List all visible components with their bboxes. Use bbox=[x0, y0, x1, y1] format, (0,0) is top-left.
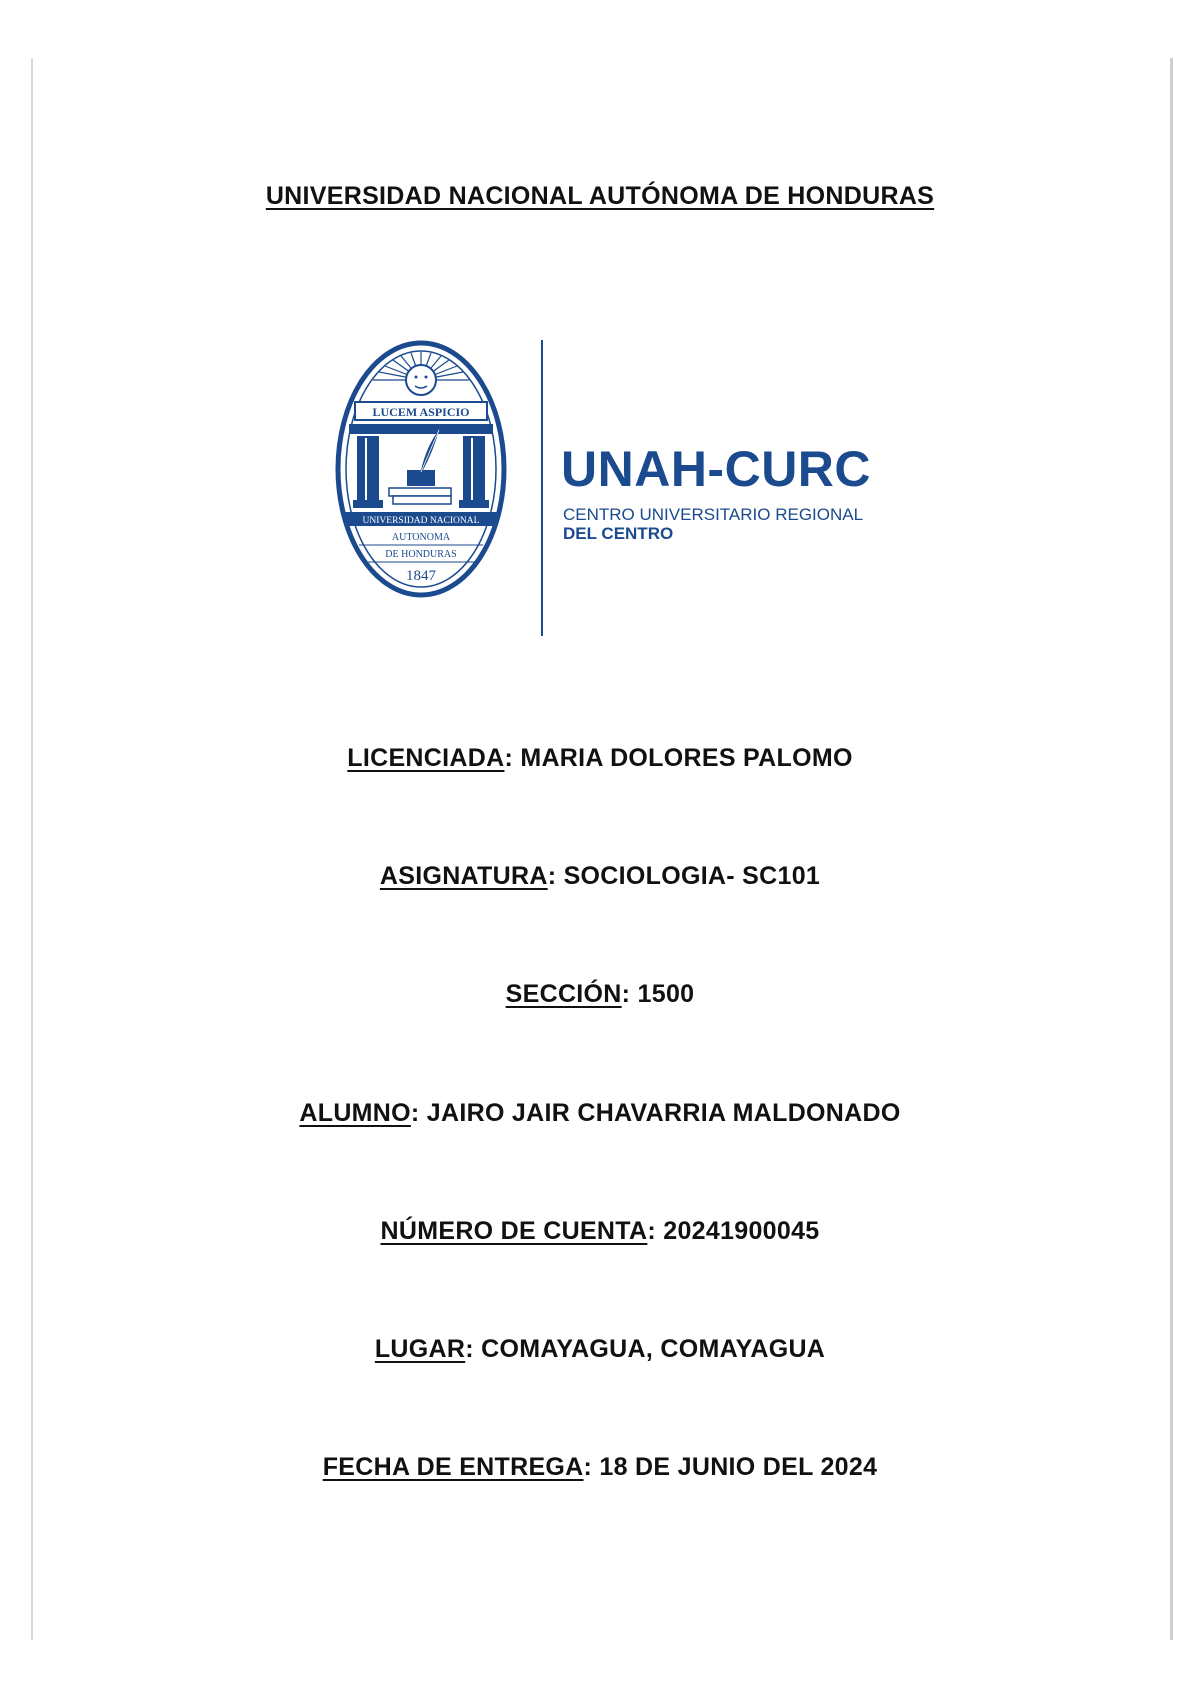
field-fecha-de-entrega bbox=[0, 1453, 1200, 1482]
field-lugar bbox=[0, 1335, 1200, 1364]
seal-motto: LUCEM ASPICIO bbox=[372, 405, 470, 419]
brand-subtitle-line1: CENTRO UNIVERSITARIO REGIONAL bbox=[563, 505, 864, 524]
field-separator: : bbox=[647, 1217, 664, 1245]
field-value: JAIRO JAIR CHAVARRIA MALDONADO bbox=[426, 1099, 901, 1127]
field-value: MARIA DOLORES PALOMO bbox=[520, 744, 853, 772]
field-label: FECHA DE ENTREGA bbox=[322, 1453, 584, 1481]
field-separator: : bbox=[547, 862, 564, 890]
field-licenciada bbox=[0, 744, 1200, 773]
field-label: LICENCIADA bbox=[347, 744, 505, 772]
field-asignatura bbox=[0, 862, 1200, 891]
field-alumno bbox=[0, 1099, 1200, 1128]
field-separator: : bbox=[504, 744, 521, 772]
field-numero-de-cuenta bbox=[0, 1217, 1200, 1246]
field-separator: : bbox=[465, 1335, 482, 1363]
field-value: SOCIOLOGIA- SC101 bbox=[563, 862, 821, 890]
field-label: ALUMNO bbox=[299, 1099, 411, 1127]
field-separator: : bbox=[583, 1453, 600, 1481]
field-seccion bbox=[0, 980, 1200, 1009]
seal-line2: AUTONOMA bbox=[391, 532, 451, 543]
university-title-text: UNIVERSIDAD NACIONAL AUTÓNOMA DE HONDURAS bbox=[265, 182, 935, 210]
field-label: LUGAR bbox=[374, 1335, 466, 1363]
field-value: COMAYAGUA, COMAYAGUA bbox=[481, 1335, 826, 1363]
field-label: NÚMERO DE CUENTA bbox=[380, 1217, 648, 1245]
university-seal-icon bbox=[335, 340, 507, 598]
field-value: 18 DE JUNIO DEL 2024 bbox=[599, 1453, 878, 1481]
seal-line3: DE HONDURAS bbox=[385, 549, 457, 560]
brand-name: UNAH-CURC bbox=[561, 441, 872, 497]
brand-subtitle-line2: DEL CENTRO bbox=[563, 524, 674, 543]
seal-year: 1847 bbox=[406, 568, 436, 584]
university-title bbox=[0, 182, 1200, 211]
unah-curc-logo bbox=[335, 340, 895, 640]
page-border-left bbox=[31, 58, 33, 1640]
field-label: ASIGNATURA bbox=[379, 862, 548, 890]
page-border-right bbox=[1170, 58, 1173, 1640]
logo-divider bbox=[541, 340, 543, 636]
field-label: SECCIÓN bbox=[505, 980, 622, 1008]
field-value: 20241900045 bbox=[663, 1217, 820, 1245]
seal-line1: UNIVERSIDAD NACIONAL bbox=[362, 516, 480, 526]
field-value: 1500 bbox=[637, 980, 695, 1008]
field-separator: : bbox=[621, 980, 638, 1008]
field-separator: : bbox=[410, 1099, 427, 1127]
